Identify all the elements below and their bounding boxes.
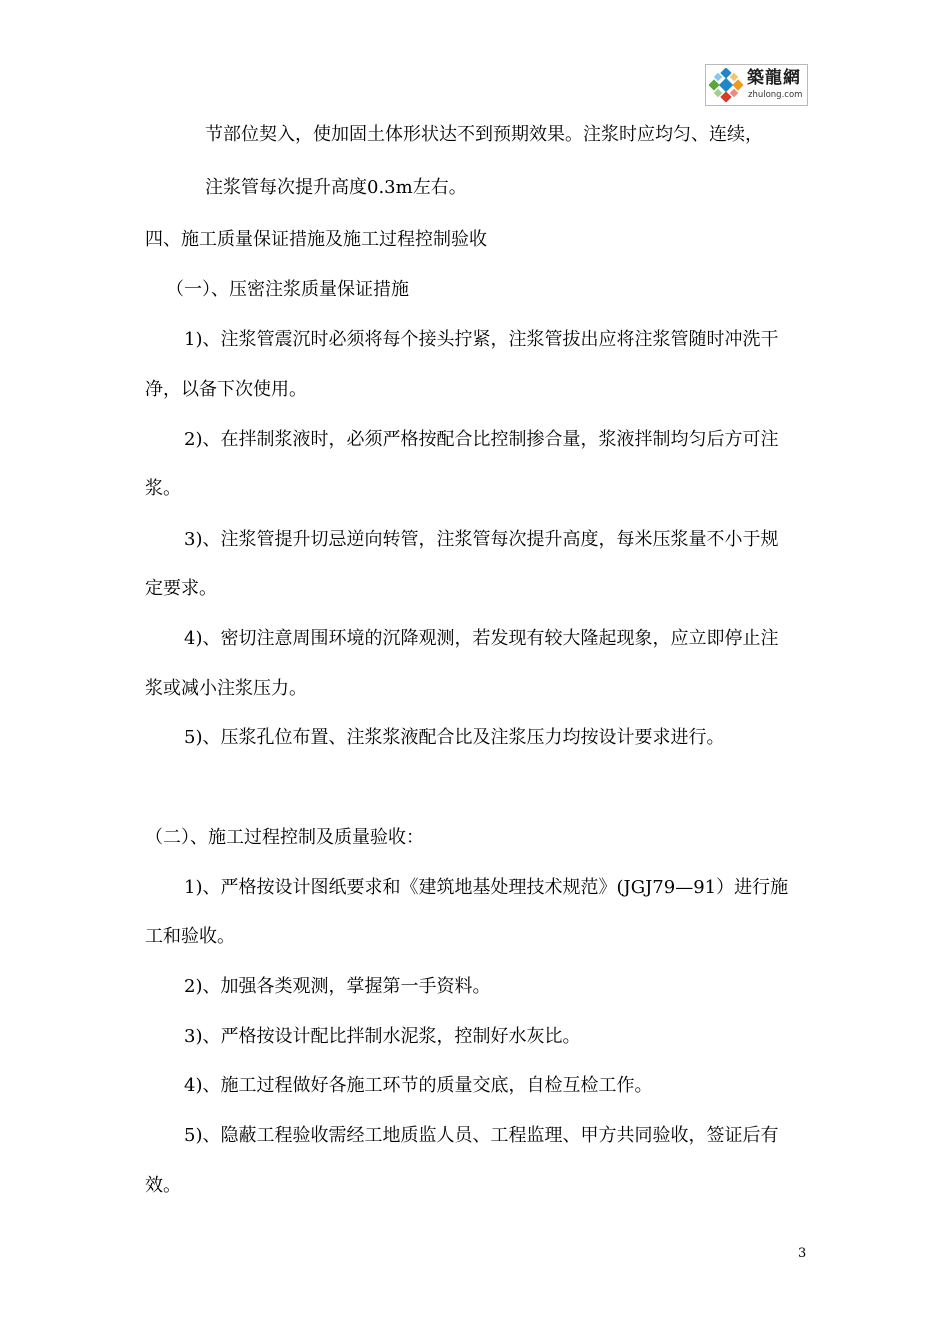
list-item: 4)、密切注意周围环境的沉降观测，若发现有较大隆起现象，应立即停止注 <box>184 628 779 649</box>
list-item: 4)、施工过程做好各施工环节的质量交底，自检互检工作。 <box>184 1075 653 1096</box>
page-number: 3 <box>798 1246 807 1261</box>
list-item: 1)、注浆管震沉时必须将每个接头拧紧，注浆管拔出应将注浆管随时冲洗干 <box>184 329 779 350</box>
list-item: 2)、在拌制浆液时，必须严格按配合比控制掺合量，浆液拌制均匀后方可注 <box>184 429 779 450</box>
paragraph-line: 注浆管每次提升高度0.3m左右。 <box>205 177 467 198</box>
logo-chinese-text: 築龍網 <box>747 68 801 88</box>
paragraph-line: 节部位契入，使加固土体形状达不到预期效果。注浆时应均匀、连续， <box>205 124 763 145</box>
list-item-continuation: 浆或减小注浆压力。 <box>145 678 307 699</box>
list-item: 3)、严格按设计配比拌制水泥浆，控制好水灰比。 <box>184 1026 581 1047</box>
subsection-heading: （一）、压密注浆质量保证措施 <box>166 279 409 300</box>
list-item-continuation: 定要求。 <box>145 578 217 599</box>
list-item: 5)、隐蔽工程验收需经工地质监人员、工程监理、甲方共同验收，签证后有 <box>184 1125 779 1146</box>
list-item-continuation: 工和验收。 <box>145 926 235 947</box>
section-heading: 四、施工质量保证措施及施工过程控制验收 <box>145 229 487 250</box>
logo-url-text: zhulong.com <box>748 90 803 100</box>
list-item: 3)、注浆管提升切忌逆向转管，注浆管每次提升高度，每米压浆量不小于规 <box>184 529 779 550</box>
subsection-heading: （二）、施工过程控制及质量验收： <box>145 827 424 848</box>
list-item-continuation: 效。 <box>145 1175 181 1196</box>
list-item-continuation: 浆。 <box>145 478 181 499</box>
list-item: 1)、严格按设计图纸要求和《建筑地基处理技术规范》(JGJ79—91）进行施 <box>184 877 789 898</box>
zhulong-logo <box>705 64 808 106</box>
list-item: 2)、加强各类观测，掌握第一手资料。 <box>184 976 491 997</box>
list-item-continuation: 净，以备下次使用。 <box>145 379 307 400</box>
list-item: 5)、压浆孔位布置、注浆浆液配合比及注浆压力均按设计要求进行。 <box>184 727 725 748</box>
zhulong-logo-mark-icon <box>709 68 743 102</box>
